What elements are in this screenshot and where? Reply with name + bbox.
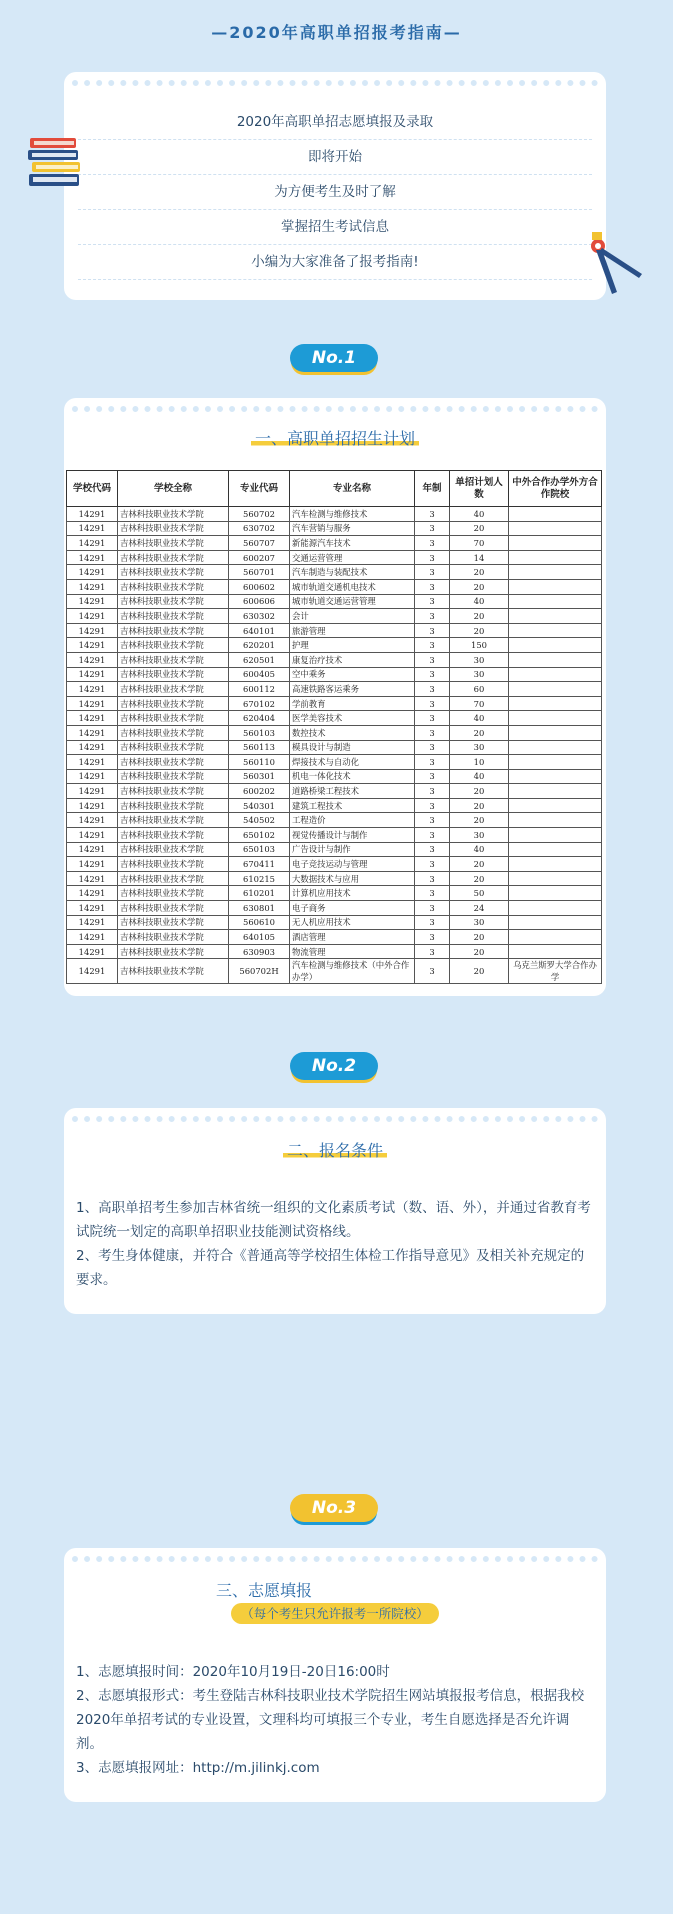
table-cell: 3 xyxy=(415,915,450,930)
table-cell: 3 xyxy=(415,871,450,886)
table-row xyxy=(67,696,602,711)
table-cell: 600405 xyxy=(229,667,290,682)
table-cell: 14291 xyxy=(67,915,118,930)
table-cell: 城市轨道交通运营管理 xyxy=(290,594,415,609)
table-cell: 14291 xyxy=(67,959,118,984)
table-cell: 14291 xyxy=(67,784,118,799)
table-cell xyxy=(509,755,602,770)
table-cell: 吉林科技职业技术学院 xyxy=(118,871,229,886)
table-cell xyxy=(509,915,602,930)
table-cell: 汽车营销与服务 xyxy=(290,521,415,536)
table-row xyxy=(67,682,602,697)
table-row xyxy=(67,857,602,872)
table-cell: 医学美容技术 xyxy=(290,711,415,726)
table-body xyxy=(67,507,602,984)
table-cell: 汽车检测与维修技术 xyxy=(290,507,415,522)
table-cell: 吉林科技职业技术学院 xyxy=(118,784,229,799)
column-header: 学校代码 xyxy=(67,471,118,507)
table-row xyxy=(67,536,602,551)
table-cell: 新能源汽车技术 xyxy=(290,536,415,551)
table-cell: 70 xyxy=(450,536,509,551)
column-header: 学校全称 xyxy=(118,471,229,507)
table-row xyxy=(67,507,602,522)
table-cell: 14291 xyxy=(67,638,118,653)
table-cell: 3 xyxy=(415,594,450,609)
table-cell: 吉林科技职业技术学院 xyxy=(118,536,229,551)
table-cell: 540502 xyxy=(229,813,290,828)
table-cell xyxy=(509,638,602,653)
table-cell: 650103 xyxy=(229,842,290,857)
table-row xyxy=(67,915,602,930)
table-row xyxy=(67,828,602,843)
table-cell: 600606 xyxy=(229,594,290,609)
table-cell: 14291 xyxy=(67,857,118,872)
table-cell: 670411 xyxy=(229,857,290,872)
table-cell: 10 xyxy=(450,755,509,770)
table-row xyxy=(67,550,602,565)
intro-line: 掌握招生考试信息 xyxy=(78,215,592,245)
section2-paragraph-2: 2、考生身体健康，并符合《普通高等学校招生体检工作指导意见》及相关补充规定的要求。 xyxy=(76,1248,585,1288)
table-cell: 30 xyxy=(450,667,509,682)
table-cell: 吉林科技职业技术学院 xyxy=(118,521,229,536)
table-cell: 40 xyxy=(450,507,509,522)
table-cell: 600207 xyxy=(229,550,290,565)
table-cell: 康复治疗技术 xyxy=(290,652,415,667)
table-cell: 吉林科技职业技术学院 xyxy=(118,507,229,522)
table-cell: 14 xyxy=(450,550,509,565)
table-cell: 14291 xyxy=(67,696,118,711)
table-cell xyxy=(509,696,602,711)
section3-card xyxy=(64,1548,606,1802)
table-row xyxy=(67,959,602,984)
table-cell: 吉林科技职业技术学院 xyxy=(118,711,229,726)
table-cell: 14291 xyxy=(67,536,118,551)
section3-paragraph-2: 2、志愿填报形式：考生登陆吉林科技职业技术学院招生网站填报报考信息，根据我校2020年单招考试的专业设置，文理科均可填报三个专业，考生自愿选择是否允许调剂。 xyxy=(76,1688,585,1752)
table-cell: 630302 xyxy=(229,609,290,624)
table-row xyxy=(67,638,602,653)
table-cell: 14291 xyxy=(67,755,118,770)
table-cell: 610201 xyxy=(229,886,290,901)
table-row xyxy=(67,609,602,624)
table-cell: 20 xyxy=(450,725,509,740)
table-cell xyxy=(509,652,602,667)
table-cell: 3 xyxy=(415,769,450,784)
table-cell: 14291 xyxy=(67,930,118,945)
table-cell: 20 xyxy=(450,521,509,536)
table-cell: 吉林科技职业技术学院 xyxy=(118,623,229,638)
column-header: 年制 xyxy=(415,471,450,507)
table-cell: 150 xyxy=(450,638,509,653)
table-cell: 学前教育 xyxy=(290,696,415,711)
table-cell: 630801 xyxy=(229,901,290,916)
section1-title: 一、高职单招招生计划 xyxy=(64,426,606,449)
table-row xyxy=(67,886,602,901)
table-cell: 吉林科技职业技术学院 xyxy=(118,550,229,565)
table-cell: 14291 xyxy=(67,550,118,565)
table-cell xyxy=(509,623,602,638)
table-cell: 3 xyxy=(415,682,450,697)
table-row xyxy=(67,740,602,755)
table-cell: 旅游管理 xyxy=(290,623,415,638)
section3-subtitle: （每个考生只允许报考一所院校） xyxy=(64,1604,606,1622)
table-cell: 14291 xyxy=(67,667,118,682)
table-row xyxy=(67,813,602,828)
table-cell: 20 xyxy=(450,579,509,594)
table-cell: 620501 xyxy=(229,652,290,667)
table-cell: 吉林科技职业技术学院 xyxy=(118,609,229,624)
table-row xyxy=(67,652,602,667)
table-row xyxy=(67,842,602,857)
table-row xyxy=(67,711,602,726)
table-cell: 20 xyxy=(450,857,509,872)
table-cell: 610215 xyxy=(229,871,290,886)
table-cell: 20 xyxy=(450,930,509,945)
table-cell: 560110 xyxy=(229,755,290,770)
table-cell: 吉林科技职业技术学院 xyxy=(118,740,229,755)
table-cell: 14291 xyxy=(67,901,118,916)
section3-title: 三、志愿填报 xyxy=(216,1581,313,1600)
table-cell: 会计 xyxy=(290,609,415,624)
table-cell: 3 xyxy=(415,667,450,682)
table-cell xyxy=(509,594,602,609)
table-cell: 3 xyxy=(415,609,450,624)
table-cell xyxy=(509,579,602,594)
table-cell: 600202 xyxy=(229,784,290,799)
table-cell: 670102 xyxy=(229,696,290,711)
table-cell: 560113 xyxy=(229,740,290,755)
table-cell: 640105 xyxy=(229,930,290,945)
table-row xyxy=(67,623,602,638)
table-cell xyxy=(509,886,602,901)
table-cell: 630903 xyxy=(229,944,290,959)
table-cell: 3 xyxy=(415,652,450,667)
table-cell: 40 xyxy=(450,711,509,726)
table-cell: 3 xyxy=(415,857,450,872)
table-cell: 30 xyxy=(450,652,509,667)
table-row xyxy=(67,725,602,740)
table-cell: 3 xyxy=(415,579,450,594)
table-row xyxy=(67,930,602,945)
table-cell: 20 xyxy=(450,565,509,580)
table-cell: 560301 xyxy=(229,769,290,784)
table-cell: 560702H xyxy=(229,959,290,984)
table-cell: 视觉传播设计与制作 xyxy=(290,828,415,843)
table-cell: 吉林科技职业技术学院 xyxy=(118,565,229,580)
table-cell: 30 xyxy=(450,828,509,843)
table-cell: 护理 xyxy=(290,638,415,653)
intro-line: 即将开始 xyxy=(78,145,592,175)
table-row xyxy=(67,565,602,580)
table-cell xyxy=(509,507,602,522)
table-cell xyxy=(509,828,602,843)
table-cell: 14291 xyxy=(67,565,118,580)
table-cell: 吉林科技职业技术学院 xyxy=(118,769,229,784)
table-cell: 模具设计与制造 xyxy=(290,740,415,755)
table-cell: 吉林科技职业技术学院 xyxy=(118,667,229,682)
table-cell: 14291 xyxy=(67,871,118,886)
table-cell: 3 xyxy=(415,842,450,857)
table-cell: 30 xyxy=(450,740,509,755)
table-cell: 3 xyxy=(415,813,450,828)
table-cell: 3 xyxy=(415,784,450,799)
table-cell: 汽车检测与维修技术（中外合作办学） xyxy=(290,959,415,984)
table-row xyxy=(67,755,602,770)
table-row xyxy=(67,521,602,536)
table-cell: 3 xyxy=(415,638,450,653)
table-cell: 560610 xyxy=(229,915,290,930)
table-cell: 14291 xyxy=(67,623,118,638)
table-cell: 电子商务 xyxy=(290,901,415,916)
table-cell: 14291 xyxy=(67,769,118,784)
table-cell: 40 xyxy=(450,769,509,784)
table-cell: 道路桥梁工程技术 xyxy=(290,784,415,799)
table-cell xyxy=(509,842,602,857)
table-cell: 20 xyxy=(450,959,509,984)
table-cell: 3 xyxy=(415,886,450,901)
table-cell: 3 xyxy=(415,536,450,551)
column-header: 专业名称 xyxy=(290,471,415,507)
table-row xyxy=(67,667,602,682)
section-badge-3: No.3 xyxy=(290,1494,378,1522)
table-cell xyxy=(509,667,602,682)
table-cell: 吉林科技职业技术学院 xyxy=(118,828,229,843)
table-cell: 30 xyxy=(450,915,509,930)
table-cell xyxy=(509,550,602,565)
table-cell: 吉林科技职业技术学院 xyxy=(118,594,229,609)
table-cell xyxy=(509,682,602,697)
table-cell: 70 xyxy=(450,696,509,711)
table-cell: 吉林科技职业技术学院 xyxy=(118,652,229,667)
table-cell: 建筑工程技术 xyxy=(290,798,415,813)
table-cell: 14291 xyxy=(67,828,118,843)
enrollment-plan-table xyxy=(66,470,602,984)
table-cell xyxy=(509,871,602,886)
page-title: —2020年高职单招报考指南— xyxy=(211,23,462,42)
table-cell: 20 xyxy=(450,609,509,624)
table-cell: 20 xyxy=(450,871,509,886)
table-cell: 3 xyxy=(415,507,450,522)
books-icon xyxy=(26,134,88,192)
table-cell: 3 xyxy=(415,725,450,740)
table-cell: 3 xyxy=(415,944,450,959)
table-cell: 吉林科技职业技术学院 xyxy=(118,813,229,828)
intro-line: 2020年高职单招志愿填报及录取 xyxy=(78,110,592,140)
table-cell: 工程造价 xyxy=(290,813,415,828)
table-cell: 3 xyxy=(415,696,450,711)
column-header: 专业代码 xyxy=(229,471,290,507)
section2-title: 二、报名条件 xyxy=(64,1138,606,1161)
table-cell: 吉林科技职业技术学院 xyxy=(118,682,229,697)
table-cell: 空中乘务 xyxy=(290,667,415,682)
table-cell: 60 xyxy=(450,682,509,697)
table-row xyxy=(67,798,602,813)
table-cell: 40 xyxy=(450,842,509,857)
table-cell: 物流管理 xyxy=(290,944,415,959)
table-row xyxy=(67,784,602,799)
compass-icon xyxy=(582,228,646,298)
table-cell: 14291 xyxy=(67,711,118,726)
table-cell: 吉林科技职业技术学院 xyxy=(118,930,229,945)
table-cell: 600112 xyxy=(229,682,290,697)
table-cell: 600602 xyxy=(229,579,290,594)
table-cell: 吉林科技职业技术学院 xyxy=(118,725,229,740)
table-cell: 560707 xyxy=(229,536,290,551)
table-cell: 高速铁路客运乘务 xyxy=(290,682,415,697)
table-cell: 3 xyxy=(415,959,450,984)
table-cell: 3 xyxy=(415,901,450,916)
table-cell: 540301 xyxy=(229,798,290,813)
table-cell: 3 xyxy=(415,828,450,843)
table-cell xyxy=(509,609,602,624)
table-cell: 560103 xyxy=(229,725,290,740)
table-cell: 吉林科技职业技术学院 xyxy=(118,886,229,901)
section2-card xyxy=(64,1108,606,1314)
table-cell: 14291 xyxy=(67,740,118,755)
table-cell: 560702 xyxy=(229,507,290,522)
table-cell: 14291 xyxy=(67,579,118,594)
table-cell: 吉林科技职业技术学院 xyxy=(118,842,229,857)
table-cell: 吉林科技职业技术学院 xyxy=(118,944,229,959)
table-cell: 20 xyxy=(450,623,509,638)
table-cell: 3 xyxy=(415,755,450,770)
table-cell: 630702 xyxy=(229,521,290,536)
table-cell: 640101 xyxy=(229,623,290,638)
table-cell: 24 xyxy=(450,901,509,916)
table-cell: 无人机应用技术 xyxy=(290,915,415,930)
table-cell xyxy=(509,536,602,551)
table-cell: 酒店管理 xyxy=(290,930,415,945)
section3-paragraph-3: 3、志愿填报网址：http://m.jilinkj.com xyxy=(76,1760,320,1776)
table-cell: 汽车制造与装配技术 xyxy=(290,565,415,580)
table-cell: 20 xyxy=(450,813,509,828)
table-cell: 20 xyxy=(450,944,509,959)
column-header: 单招计划人数 xyxy=(450,471,509,507)
intro-card xyxy=(64,72,606,300)
table-cell: 14291 xyxy=(67,944,118,959)
section-badge-2: No.2 xyxy=(290,1052,378,1080)
table-cell: 14291 xyxy=(67,609,118,624)
table-cell: 吉林科技职业技术学院 xyxy=(118,857,229,872)
table-cell: 吉林科技职业技术学院 xyxy=(118,755,229,770)
table-cell xyxy=(509,798,602,813)
section-badge-1: No.1 xyxy=(290,344,378,372)
table-cell: 吉林科技职业技术学院 xyxy=(118,638,229,653)
table-cell: 吉林科技职业技术学院 xyxy=(118,915,229,930)
table-cell xyxy=(509,901,602,916)
table-cell xyxy=(509,769,602,784)
section1-card xyxy=(64,398,606,996)
table-cell: 3 xyxy=(415,740,450,755)
table-cell: 14291 xyxy=(67,521,118,536)
table-cell: 650102 xyxy=(229,828,290,843)
table-row xyxy=(67,594,602,609)
table-row xyxy=(67,901,602,916)
table-cell: 20 xyxy=(450,784,509,799)
table-cell xyxy=(509,784,602,799)
table-cell: 3 xyxy=(415,565,450,580)
table-cell: 14291 xyxy=(67,682,118,697)
table-cell: 14291 xyxy=(67,798,118,813)
table-cell: 50 xyxy=(450,886,509,901)
table-cell xyxy=(509,857,602,872)
table-cell: 14291 xyxy=(67,594,118,609)
table-cell: 城市轨道交通机电技术 xyxy=(290,579,415,594)
table-cell: 乌克兰斯罗大学合作办学 xyxy=(509,959,602,984)
intro-line: 小编为大家准备了报考指南! xyxy=(78,250,592,280)
table-cell: 数控技术 xyxy=(290,725,415,740)
table-cell: 3 xyxy=(415,623,450,638)
table-cell xyxy=(509,813,602,828)
section2-paragraph-1: 1、高职单招考生参加吉林省统一组织的文化素质考试（数、语、外），并通过省教育考试院统一划定的高职单招职业技能测试资格线。 xyxy=(76,1200,591,1240)
table-cell: 14291 xyxy=(67,652,118,667)
table-cell: 电子竞技运动与管理 xyxy=(290,857,415,872)
table-cell: 620201 xyxy=(229,638,290,653)
table-cell: 机电一体化技术 xyxy=(290,769,415,784)
table-cell: 3 xyxy=(415,798,450,813)
table-cell: 交通运营管理 xyxy=(290,550,415,565)
section3-paragraph-1: 1、志愿填报时间：2020年10月19日-20日16:00时 xyxy=(76,1664,390,1680)
table-cell: 大数据技术与应用 xyxy=(290,871,415,886)
table-cell: 吉林科技职业技术学院 xyxy=(118,959,229,984)
table-cell: 吉林科技职业技术学院 xyxy=(118,696,229,711)
table-cell: 14291 xyxy=(67,507,118,522)
table-cell: 吉林科技职业技术学院 xyxy=(118,901,229,916)
table-row xyxy=(67,769,602,784)
table-cell xyxy=(509,711,602,726)
table-row xyxy=(67,579,602,594)
table-cell xyxy=(509,521,602,536)
table-cell: 吉林科技职业技术学院 xyxy=(118,798,229,813)
table-cell: 40 xyxy=(450,594,509,609)
table-row xyxy=(67,871,602,886)
table-cell: 计算机应用技术 xyxy=(290,886,415,901)
table-cell xyxy=(509,930,602,945)
table-cell: 焊接技术与自动化 xyxy=(290,755,415,770)
table-cell: 14291 xyxy=(67,886,118,901)
table-cell: 14291 xyxy=(67,842,118,857)
table-cell: 广告设计与制作 xyxy=(290,842,415,857)
intro-line: 为方便考生及时了解 xyxy=(78,180,592,210)
table-cell: 3 xyxy=(415,550,450,565)
table-cell: 3 xyxy=(415,930,450,945)
table-cell xyxy=(509,725,602,740)
table-cell xyxy=(509,740,602,755)
table-cell xyxy=(509,944,602,959)
table-cell: 3 xyxy=(415,521,450,536)
table-cell: 14291 xyxy=(67,813,118,828)
column-header: 中外合作办学外方合作院校 xyxy=(509,471,602,507)
table-cell: 560701 xyxy=(229,565,290,580)
table-cell: 20 xyxy=(450,798,509,813)
table-cell: 620404 xyxy=(229,711,290,726)
table-cell: 14291 xyxy=(67,725,118,740)
table-cell: 3 xyxy=(415,711,450,726)
table-cell: 吉林科技职业技术学院 xyxy=(118,579,229,594)
table-row xyxy=(67,944,602,959)
table-cell xyxy=(509,565,602,580)
